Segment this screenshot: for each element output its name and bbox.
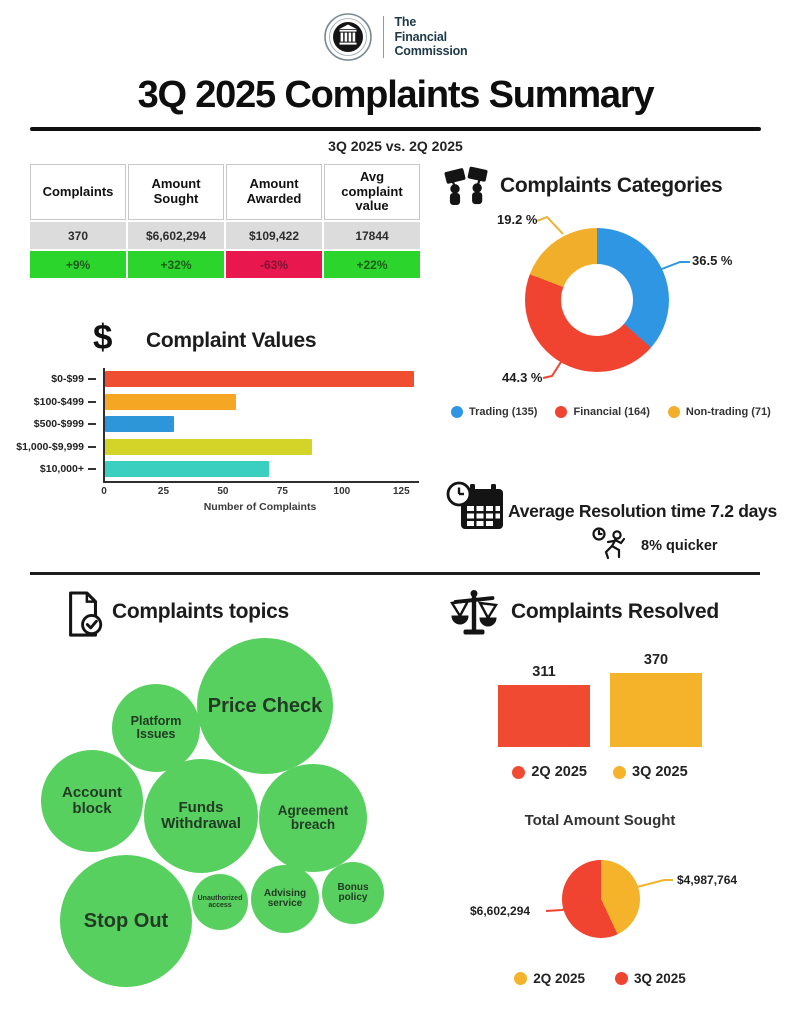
legend-item: Non-trading (71) (668, 406, 771, 418)
resolved-chart (498, 640, 702, 747)
col-header-avg-value: Avg complaint value (324, 164, 420, 220)
resolved-value-3q: 370 (643, 652, 669, 668)
total-amount-pie (562, 860, 640, 938)
categories-legend (451, 406, 781, 418)
document-check-icon (62, 590, 106, 640)
change-amount-sought: +32% (128, 251, 224, 278)
bar-row (105, 436, 419, 459)
logo (0, 12, 791, 62)
legend-item: Trading (135) (451, 406, 537, 418)
bar-$0-$99 (105, 371, 414, 387)
title-rule (30, 127, 761, 131)
total-amount-title: Total Amount Sought (524, 812, 676, 829)
legend-dot (668, 406, 680, 418)
resolved-bar-1 (610, 673, 702, 747)
resolved-title: Complaints Resolved (511, 600, 719, 623)
resolved-bar-0 (498, 685, 590, 747)
bubble-stop-out: Stop Out (60, 855, 192, 987)
change-amount-awarded: -63% (226, 251, 322, 278)
callout-2q-amount: $4,987,764 (677, 873, 738, 887)
bubble-unauthorized-access: Unauthorized access (192, 874, 248, 930)
value-amount-awarded: $109,422 (226, 222, 322, 249)
legend-dot (555, 406, 567, 418)
legend-item: 2Q 2025 (514, 971, 585, 986)
financial-commission-emblem-icon (323, 12, 373, 62)
summary-table (30, 164, 420, 278)
page-subtitle: 3Q 2025 vs. 2Q 2025 (328, 138, 463, 154)
complaint-values-xlabel: Number of Complaints (203, 501, 317, 513)
legend-item: 3Q 2025 (613, 764, 688, 780)
bubble-funds-withdrawal: Funds Withdrawal (144, 759, 258, 873)
legend-item: Financial (164) (555, 406, 649, 418)
resolution-time-text: Average Resolution time 7.2 days (508, 501, 777, 521)
bar-label: $0-$99 (0, 368, 96, 391)
brand-line-3: Commission (394, 44, 468, 59)
section-divider (30, 572, 760, 575)
bubble-account-block: Account block (41, 750, 143, 852)
complaint-values-labels (0, 368, 96, 481)
bar-$100-$499 (105, 394, 236, 410)
quicker-text: 8% quicker (641, 538, 718, 554)
legend-dot (512, 766, 525, 779)
bar-row (105, 368, 419, 391)
legend-dot (514, 972, 527, 985)
resolved-col-3q (610, 652, 702, 747)
runner-clock-icon (591, 526, 635, 562)
bar-row (105, 458, 419, 481)
bar-label: $500-$999 (0, 413, 96, 436)
scales-icon (448, 589, 500, 637)
callout-nontrading-pct: 19.2 % (497, 212, 538, 227)
bubble-platform-issues: Platform Issues (112, 684, 200, 772)
bubble-bonus-policy: Bonus policy (322, 862, 384, 924)
col-header-amount-awarded: Amount Awarded (226, 164, 322, 220)
legend-dot (613, 766, 626, 779)
complaint-values-bars (103, 368, 419, 483)
change-avg-value: +22% (324, 251, 420, 278)
categories-donut (525, 228, 669, 372)
brand-line-2: Financial (394, 29, 447, 44)
logo-divider (383, 16, 384, 58)
callout-3q-amount: $6,602,294 (470, 904, 531, 918)
bar-label: $10,000+ (0, 458, 96, 481)
complaint-values-ticks: 0 25 50 75 100 125 (101, 486, 410, 497)
col-header-amount-sought: Amount Sought (128, 164, 224, 220)
legend-dot (615, 972, 628, 985)
total-amount-legend (440, 971, 760, 986)
bar-$10,000+ (105, 461, 269, 477)
callout-trading-pct: 36.5 % (692, 253, 733, 268)
bar-label: $1,000-$9,999 (0, 436, 96, 459)
resolved-col-2q (498, 664, 590, 747)
bar-$500-$999 (105, 416, 174, 432)
col-header-complaints: Complaints (30, 164, 126, 220)
bubble-price-check: Price Check (197, 638, 333, 774)
legend-item: 3Q 2025 (615, 971, 686, 986)
complainers-icon (443, 166, 491, 208)
value-complaints: 370 (30, 222, 126, 249)
value-avg-value: 17844 (324, 222, 420, 249)
resolved-legend (480, 764, 720, 780)
categories-title: Complaints Categories (500, 174, 723, 197)
change-complaints: +9% (30, 251, 126, 278)
bubble-advising-service: Advising service (251, 865, 319, 933)
brand-line-1: The (394, 14, 417, 29)
legend-item: 2Q 2025 (512, 764, 587, 780)
bar-row (105, 413, 419, 436)
page-title: 3Q 2025 Complaints Summary (137, 74, 654, 116)
callout-financial-pct: 44.3 % (502, 370, 543, 385)
resolved-value-2q: 311 (532, 663, 556, 680)
legend-dot (451, 406, 463, 418)
bar-label: $100-$499 (0, 391, 96, 414)
topics-title: Complaints topics (112, 600, 289, 623)
dollar-icon: $ (93, 318, 113, 357)
calendar-clock-icon (446, 480, 506, 534)
value-amount-sought: $6,602,294 (128, 222, 224, 249)
brand-text (394, 15, 467, 59)
bar-$1,000-$9,999 (105, 439, 312, 455)
bubble-agreement-breach: Agreement breach (259, 764, 367, 872)
bar-row (105, 391, 419, 414)
complaint-values-title: Complaint Values (146, 329, 317, 352)
